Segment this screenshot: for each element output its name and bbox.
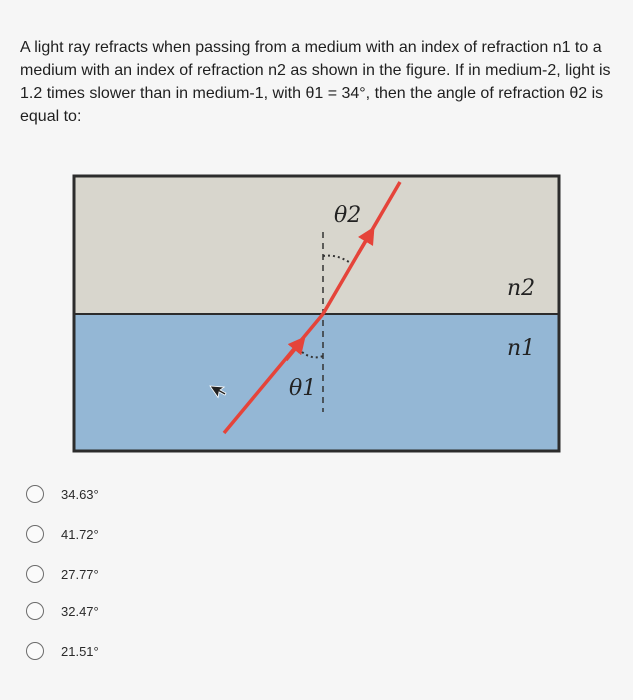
theta2-label: θ2: [334, 203, 362, 228]
option-label: 21.51°: [61, 643, 99, 659]
n1-label: n1: [507, 336, 536, 361]
n2-label: n2: [507, 276, 536, 301]
question-text: A light ray refracts when passing from a medium with an index of refraction n1 to a medium with an index of refraction n2 as shown in the figure. If in medium-2, light is 1.2 times slower than in medium-1, with θ1 = 34°, then the angle of refraction θ2 is equal to:: [20, 39, 611, 125]
theta1-label: θ1: [289, 376, 317, 401]
radio-button[interactable]: [26, 642, 44, 660]
option-5[interactable]: [26, 639, 206, 663]
radio-button[interactable]: [26, 602, 44, 620]
option-label: 34.63°: [61, 486, 99, 502]
radio-button[interactable]: [26, 565, 44, 583]
option-1[interactable]: [26, 482, 206, 506]
option-label: 27.77°: [61, 566, 99, 582]
option-label: 41.72°: [61, 526, 99, 542]
option-label: 32.47°: [61, 603, 99, 619]
option-2[interactable]: [26, 522, 206, 546]
medium-2-region: [74, 176, 559, 314]
medium-1-region: [74, 314, 559, 451]
radio-button[interactable]: [26, 485, 44, 503]
option-3[interactable]: [26, 562, 206, 586]
option-4[interactable]: [26, 599, 206, 623]
radio-button[interactable]: [26, 525, 44, 543]
